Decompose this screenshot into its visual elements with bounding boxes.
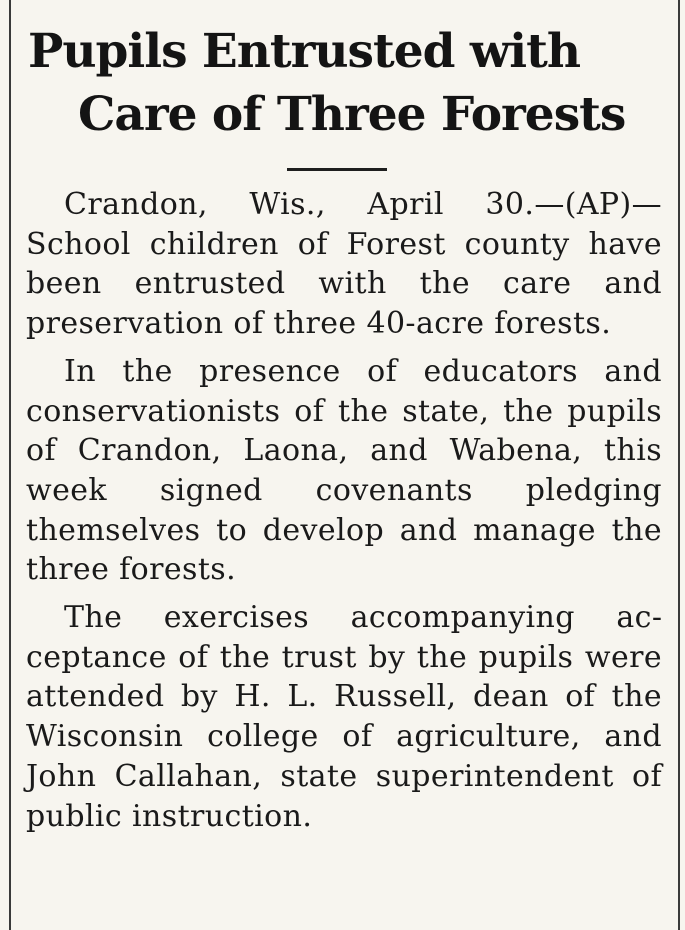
- paragraph-1: Crandon, Wis., April 30.—(AP)— School children of Forest county have been entrusted with the care and preservation of three 40-acre forests.: [26, 187, 662, 342]
- headline-line-2: Care of Three Forests: [78, 87, 626, 142]
- right-column-rule: [678, 0, 680, 930]
- paragraph-2: In the presence of educators and conservationists of the state, the pupils of Crandon, Laona, and Wabena, this week signed covenants pledging themselves to develop and manage the three forests.: [26, 353, 662, 588]
- headline-line-1: Pupils Entrusted with: [28, 24, 581, 79]
- paragraph-3: The exercises accompanying acceptance of the trust by the pupils were attended by H. L. Russell, dean of the Wisconsin college of agriculture, and John Callahan, state superintendent of public instruction.: [26, 600, 662, 834]
- headline-divider: [287, 168, 387, 171]
- left-column-rule: [9, 0, 11, 930]
- article-body: [26, 185, 662, 844]
